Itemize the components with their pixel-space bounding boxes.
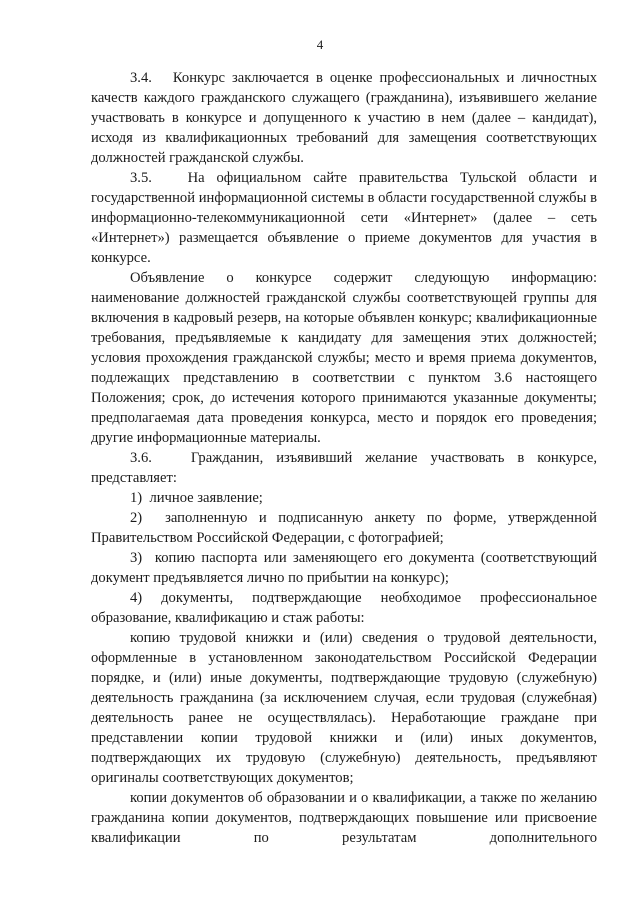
- paragraph-education-docs: копии документов об образовании и о квалификации, а также по желанию гражданина копии документов, подтверждающих повышение или присвоение квалификации по результатам дополнительного: [91, 790, 597, 846]
- list-item-1: 1) личное заявление;: [130, 490, 263, 506]
- list-item-4: 4) документы, подтверждающие необходимое профессиональное образование, квалификацию и стаж работы:: [91, 590, 597, 626]
- list-item-3: 3) копию паспорта или заменяющего его документа (соответствующий документ предъявляется лично по прибытии на конкурс);: [91, 550, 597, 586]
- paragraph-3-4: 3.4. Конкурс заключается в оценке профессиональных и личностных качеств каждого гражданского служащего (гражданина), изъявившего желание участвовать в конкурсе и допущенного к участию в нем (далее – кандидат), исходя из квалификационных требований для замещения соответствующих должностей гражданской службы.: [91, 70, 597, 166]
- paragraph-3-6: 3.6. Гражданин, изъявивший желание участвовать в конкурсе, представляет:: [91, 450, 597, 486]
- paragraph-work-record: копию трудовой книжки и (или) сведения о трудовой деятельности, оформленные в установленном законодательством Российской Федерации порядке, и (или) иные документы, подтверждающие трудовую (служебную) деятельность гражданина (за исключением случая, если трудовая (служебная) деятельность ранее не осуществлялась). Неработающие граждане при представлении копии трудовой книжки и (или) иных документов, подтверждающих их трудовую (служебную) деятельность, предъявляют оригиналы соответствующих документов;: [91, 630, 597, 786]
- list-item-2: 2) заполненную и подписанную анкету по форме, утвержденной Правительством Российской Федерации, с фотографией;: [91, 510, 597, 546]
- document-body: [91, 68, 597, 848]
- paragraph-3-5: 3.5. На официальном сайте правительства Тульской области и государственной информационной системы в области государственной службы в информационно-телекоммуникационной сети «Интернет» (далее – сеть «Интернет») размещается объявление о приеме документов для участия в конкурсе.: [91, 170, 597, 266]
- page-number: 4: [316, 37, 324, 52]
- paragraph-announcement: Объявление о конкурсе содержит следующую информацию: наименование должностей гражданской службы соответствующей группы для включения в кадровый резерв, на которые объявлен конкурс; квалификационные требования, предъявляемые к кандидату для замещения этих должностей; условия прохождения гражданской службы; место и время приема документов, подлежащих представлению в соответствии с пунктом 3.6 настоящего Положения; срок, до истечения которого принимаются указанные документы; предполагаемая дата проведения конкурса, место и порядок его проведения; другие информационные материалы.: [91, 270, 597, 446]
